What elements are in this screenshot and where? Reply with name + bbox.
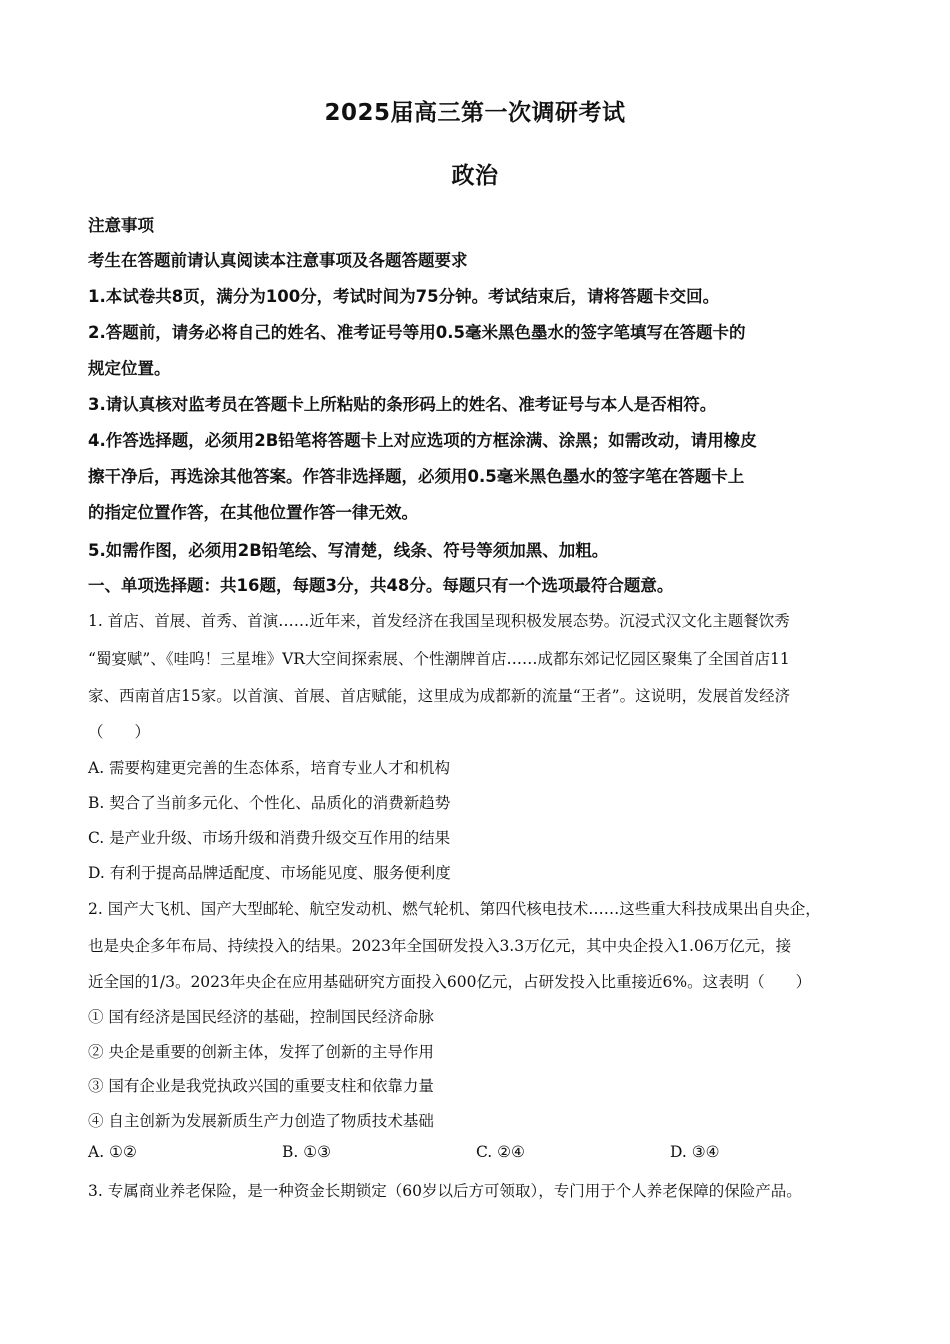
question-1-text: 1. 首店、首展、首秀、首演……近年来，首发经济在我国呈现积极发展态势。沉浸式汉文化主题餐饮秀 <box>88 612 790 630</box>
section-heading: 一、单项选择题：共16题，每题3分，共48分。每题只有一个选项最符合题意。 <box>88 576 674 595</box>
question-2-option-a: A. ①② <box>88 1143 137 1161</box>
question-2-option-b: B. ①③ <box>282 1143 332 1161</box>
notice-item: 规定位置。 <box>88 359 171 378</box>
notice-item: 4.作答选择题，必须用2B铅笔将答题卡上对应选项的方框涂满、涂黑；如需改动，请用橡皮 <box>88 431 757 450</box>
notice-heading: 注意事项 <box>88 216 154 235</box>
question-2-option-c: C. ②④ <box>476 1143 525 1161</box>
exam-title: 2025届高三第一次调研考试 <box>324 100 626 126</box>
question-1-text: “蜀宴赋”、《哇呜！三星堆》VR大空间探索展、个性潮牌首店……成都东郊记忆园区聚集了全国首店11 <box>88 650 790 668</box>
question-1-option-c: C. 是产业升级、市场升级和消费升级交互作用的结果 <box>88 829 451 847</box>
question-2-statement: ② 央企是重要的创新主体，发挥了创新的主导作用 <box>88 1043 434 1061</box>
question-2-text: 2. 国产大飞机、国产大型邮轮、航空发动机、燃气轮机、第四代核电技术……这些重大科技成果出自央企， <box>88 900 821 918</box>
question-1-option-d: D. 有利于提高品牌适配度、市场能见度、服务便利度 <box>88 864 451 882</box>
question-2-text: 也是央企多年布局、持续投入的结果。2023年全国研发投入3.3万亿元，其中央企投入1.06万亿元，接 <box>88 937 792 955</box>
notice-item: 2.答题前，请务必将自己的姓名、准考证号等用0.5毫米黑色墨水的签字笔填写在答题卡的 <box>88 323 746 342</box>
question-2-statement: ③ 国有企业是我党执政兴国的重要支柱和依靠力量 <box>88 1077 434 1095</box>
question-3-text: 3. 专属商业养老保险，是一种资金长期锁定（60岁以后方可领取），专门用于个人养老保障的保险产品。 <box>88 1182 802 1200</box>
question-2-text: 近全国的1/3。2023年央企在应用基础研究方面投入600亿元，占研发投入比重接近6%。这表明（ ） <box>88 973 812 991</box>
question-1-option-a: A. 需要构建更完善的生态体系，培育专业人才和机构 <box>88 759 451 777</box>
question-1-option-b: B. 契合了当前多元化、个性化、品质化的消费新趋势 <box>88 794 451 812</box>
question-2-option-d: D. ③④ <box>670 1143 720 1161</box>
notice-item: 5.如需作图，必须用2B铅笔绘、写清楚，线条、符号等须加黑、加粗。 <box>88 541 609 560</box>
question-2-statement: ① 国有经济是国民经济的基础，控制国民经济命脉 <box>88 1008 434 1026</box>
notice-item: 擦干净后，再选涂其他答案。作答非选择题，必须用0.5毫米黑色墨水的签字笔在答题卡上 <box>88 467 745 486</box>
notice-item: 的指定位置作答，在其他位置作答一律无效。 <box>88 503 418 522</box>
subject-title: 政治 <box>451 163 499 189</box>
notice-intro: 考生在答题前请认真阅读本注意事项及各题答题要求 <box>88 251 468 270</box>
notice-item: 3.请认真核对监考员在答题卡上所粘贴的条形码上的姓名、准考证号与本人是否相符。 <box>88 395 717 414</box>
question-2-statement: ④ 自主创新为发展新质生产力创造了物质技术基础 <box>88 1112 434 1130</box>
notice-item: 1.本试卷共8页，满分为100分，考试时间为75分钟。考试结束后，请将答题卡交回。 <box>88 287 720 306</box>
question-1-text: 家、西南首店15家。以首演、首展、首店赋能，这里成为成都新的流量“王者”。这说明，发展首发经济 <box>88 687 791 705</box>
question-1-blank: （ ） <box>88 723 151 741</box>
